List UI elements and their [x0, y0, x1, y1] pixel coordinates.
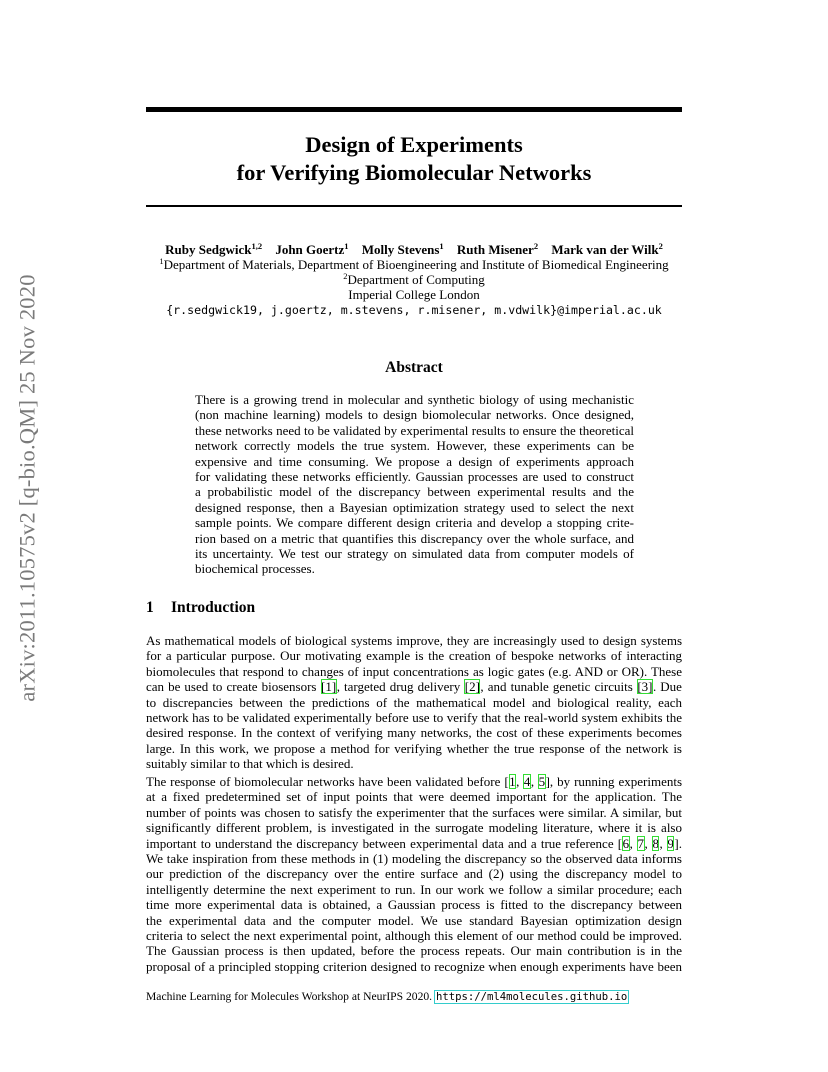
citation-link[interactable]: 6 [622, 835, 630, 851]
citation-link[interactable]: [3] [637, 679, 653, 695]
abstract-line: for validating these networks efficiently. Gaussian processes are used to construct [195, 469, 634, 485]
footnote-text: Machine Learning for Molecules Workshop at NeurIPS 2020. [146, 990, 435, 1003]
text-line: time more experimental data is obtained, a Gaussian process is fitted to the discrepancy between [146, 897, 682, 913]
abstract-line: a probabilistic model of the discrepancy between experimental results and the [195, 484, 634, 500]
author-emails: {r.sedgwick19, j.goertz, m.stevens, r.misener, m.vdwilk}@imperial.ac.uk [166, 303, 662, 317]
citation-link[interactable]: 7 [637, 835, 645, 851]
intro-paragraph-2 [146, 774, 682, 974]
author: Ruby Sedgwick$^{1,2}$ [165, 241, 263, 257]
abstract-line: rion based on a metric that quantifies this discrepancy over the whole surface, and [195, 530, 634, 546]
abstract-line: There is a growing trend in molecular and synthetic biology of using mechanistic [195, 392, 634, 407]
author: Molly Stevens$^1$ [361, 241, 444, 257]
affiliation-1: $^1$Department of Materials, Department of Bioengineering and Institute of Biomedical Engineering [159, 256, 669, 272]
abstract-line: network correctly models the true system. However, these experiments can be [195, 438, 634, 454]
arxiv-stamp [12, 265, 44, 710]
affiliation-2: $^2$Department of Computing [343, 271, 485, 287]
section-heading-introduction [146, 599, 255, 617]
text-line: intelligently determine the next experiment to run. In our work we follow a similar procedure; each [146, 881, 682, 897]
citation-link[interactable]: 9 [667, 835, 674, 851]
citation-link[interactable]: 5 [538, 774, 546, 789]
text-line: for a particular purpose. Our motivating example is the creation of bespoke networks of interacting [146, 648, 682, 664]
abstract-line: its uncertainty. We test our strategy on simulated data from computer models of [195, 546, 634, 562]
citation-link[interactable]: 1 [509, 774, 516, 789]
text-line: network has to be validated experimentally before use to verify that the real-world system exhibits the [146, 710, 682, 726]
text-line: The Gaussian process is then updated, before the process repeats. Our main contribution is in the [146, 943, 682, 959]
abstract-line: sample points. We compare different design criteria and develop a stopping crite- [195, 515, 634, 531]
abstract-line: designed response, then a Bayesian optimization strategy used to select the next [195, 499, 634, 515]
citation-link[interactable]: 8 [652, 835, 659, 851]
section-title: Introduction [171, 599, 256, 616]
author: Ruth Misener$^2$ [456, 241, 539, 257]
text-line: can be used to create biosensors [1], targeted drug delivery [2], and tunable genetic circuits [3]. Due [146, 679, 682, 695]
author: John Goertz$^1$ [275, 241, 349, 257]
citation-link[interactable]: 4 [523, 774, 531, 789]
abstract-heading: Abstract [385, 359, 443, 376]
author: Mark van der Wilk$^2$ [551, 241, 663, 257]
section-number: 1 [146, 599, 154, 616]
arxiv-stamp-text: arXiv:2011.10575v2 [q-bio.QM] 25 Nov 2020 [15, 273, 40, 702]
abstract-line: these networks need to be validated by experimental results to ensure the theoretical [195, 422, 634, 438]
abstract-line: biochemical processes. [195, 561, 315, 577]
text-line: We take inspiration from these methods in (1) modeling the discrepancy so the observed data informs [146, 851, 682, 867]
title-line-2: for Verifying Biomolecular Networks [236, 160, 592, 185]
text-line: The response of biomolecular networks have been validated before [1, 4, 5], by running experiments [146, 774, 683, 789]
citation-link[interactable]: [1] [321, 679, 337, 695]
intro-paragraph-1 [146, 633, 682, 772]
paper-title [146, 131, 682, 187]
author-block [100, 242, 728, 318]
title-line-1: Design of Experiments [305, 132, 523, 157]
footnote [146, 990, 628, 1003]
citation-link[interactable]: [2] [464, 679, 480, 695]
text-line: proposal of a principled stopping criterion designed to recognize when enough experiments have been [146, 958, 682, 974]
text-line: the experimental data and the computer model. We use standard Bayesian optimization design [146, 912, 682, 928]
text-line: our prediction of the discrepancy over the entire surface and (2) using the discrepancy model to [146, 866, 682, 882]
text-line: As mathematical models of biological systems improve, they are increasingly used to design systems [146, 633, 682, 648]
text-line: biomolecules that respond to changes of input concentrations as logic gates (e.g. AND or OR). These [146, 663, 682, 679]
text-line: significantly different problem, is investigated in the surrogate modeling literature, where it is also [146, 820, 682, 836]
title-top-rule [146, 107, 682, 112]
title-bottom-rule [146, 205, 682, 207]
text-line: at a fixed predetermined set of input points that were deemed important for the application. The [146, 789, 682, 805]
abstract-line: expensive and time consuming. We propose a design of experiments approach [195, 453, 634, 469]
text-line: desired response. In the context of verifying many networks, the cost of these experiments becomes [146, 725, 682, 741]
text-line: criteria to select the next experimental point, although this element of our method could be improved. [146, 928, 682, 944]
text-line: important to understand the discrepancy between experimental data and a true reference [6, 7, 8, 9]. [146, 835, 683, 851]
abstract-body [195, 392, 634, 577]
abstract-line: (non machine learning) models to design biomolecular networks. Once designed, [195, 407, 634, 423]
text-line: large. In this work, we propose a method for verifying whether the true response of the network is [146, 740, 682, 756]
author-names [100, 242, 728, 257]
institution: Imperial College London [348, 287, 480, 302]
workshop-url-link[interactable]: https://ml4molecules.github.io [435, 991, 628, 1003]
text-line: suitably similar to that which is desired. [146, 756, 354, 772]
text-line: number of points was chosen to satisfy the experimenter that the surfaces were similar. A similar, but [146, 804, 682, 820]
text-line: to discrepancies between the predictions of the mathematical model and biological reality, each [146, 694, 682, 710]
